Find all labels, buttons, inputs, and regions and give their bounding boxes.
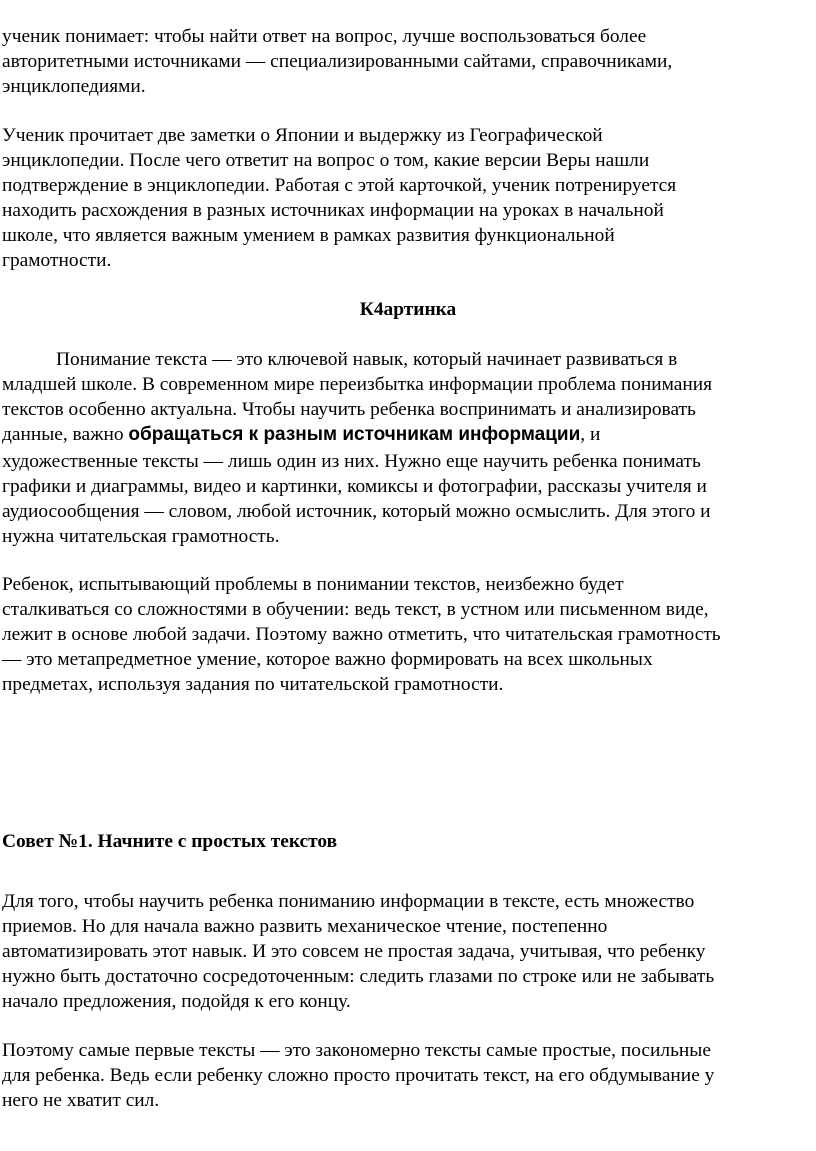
text-line: графики и диаграммы, видео и картинки, комиксы и фотографии, рассказы учителя и <box>2 476 707 497</box>
text-line: подтверждение в энциклопедии. Работая с этой карточкой, ученик потренируется <box>2 175 677 196</box>
text-segment: данные, важно <box>2 424 129 445</box>
text-line: лежит в основе любой задачи. Поэтому важно отметить, что читательская грамотность <box>2 624 721 645</box>
text-line: энциклопедиями. <box>2 76 146 97</box>
text-line: грамотности. <box>2 250 112 271</box>
text-line: ученик понимает: чтобы найти ответ на вопрос, лучше воспользоваться более <box>2 26 647 47</box>
text-line: Поэтому самые первые тексты — это закономерно тексты самые простые, посильные <box>2 1040 711 1061</box>
paragraph-reading-problems <box>2 572 814 697</box>
text-line: — это метапредметное умение, которое важно формировать на всех школьных <box>2 649 653 670</box>
text-line: Ребенок, испытывающий проблемы в понимании текстов, неизбежно будет <box>2 574 624 595</box>
picture-heading: К4артинка <box>359 299 457 320</box>
text-line: младшей школе. В современном мире переизбытка информации проблема понимания <box>2 374 713 395</box>
text-line: Ученик прочитает две заметки о Японии и выдержку из Географической <box>2 125 603 146</box>
paragraph-mechanical-reading <box>2 889 814 1014</box>
text-line: нужна читательская грамотность. <box>2 526 280 547</box>
text-line: художественные тексты — лишь один из них. Нужно еще научить ребенка понимать <box>2 451 701 472</box>
text-line: аудиосообщения — словом, любой источник, который можно осмыслить. Для этого и <box>2 501 711 522</box>
paragraph-intro-continued <box>2 24 814 99</box>
text-line: Понимание текста — это ключевой навык, который начинает развиваться в <box>56 349 678 370</box>
tip-1-heading: Совет №1. Начните с простых текстов <box>2 831 338 852</box>
text-line: находить расхождения в разных источниках информации на уроках в начальной <box>2 200 664 221</box>
text-segment: , и <box>580 424 601 445</box>
text-line: энциклопедии. После чего ответит на вопрос о том, какие версии Веры нашли <box>2 150 650 171</box>
paragraph-text-understanding <box>2 347 814 549</box>
text-line: Для того, чтобы научить ребенка пониманию информации в тексте, есть множество <box>2 891 695 912</box>
text-line: начало предложения, подойдя к его концу. <box>2 991 351 1012</box>
text-line: предметах, используя задания по читательской грамотности. <box>2 674 504 695</box>
text-line: нужно быть достаточно сосредоточенным: следить глазами по строке или не забывать <box>2 966 715 987</box>
text-line: для ребенка. Ведь если ребенку сложно просто прочитать текст, на его обдумывание у <box>2 1065 715 1086</box>
highlighted-phrase: обращаться к разным источникам информации <box>128 424 581 445</box>
paragraph-japan-notes <box>2 123 814 273</box>
text-line: приемов. Но для начала важно развить механическое чтение, постепенно <box>2 916 608 937</box>
text-line: автоматизировать этот навык. И это совсем не простая задача, учитывая, что ребенку <box>2 941 706 962</box>
text-line: авторитетными источниками — специализированными сайтами, справочниками, <box>2 51 673 72</box>
text-line: сталкиваться со сложностями в обучении: ведь текст, в устном или письменном виде, <box>2 599 709 620</box>
text-line: него не хватит сил. <box>2 1090 160 1111</box>
paragraph-simple-texts <box>2 1038 814 1113</box>
text-line: текстов особенно актуальна. Чтобы научить ребенка воспринимать и анализировать <box>2 399 696 420</box>
text-line: школе, что является важным умением в рамках развития функциональной <box>2 225 615 246</box>
